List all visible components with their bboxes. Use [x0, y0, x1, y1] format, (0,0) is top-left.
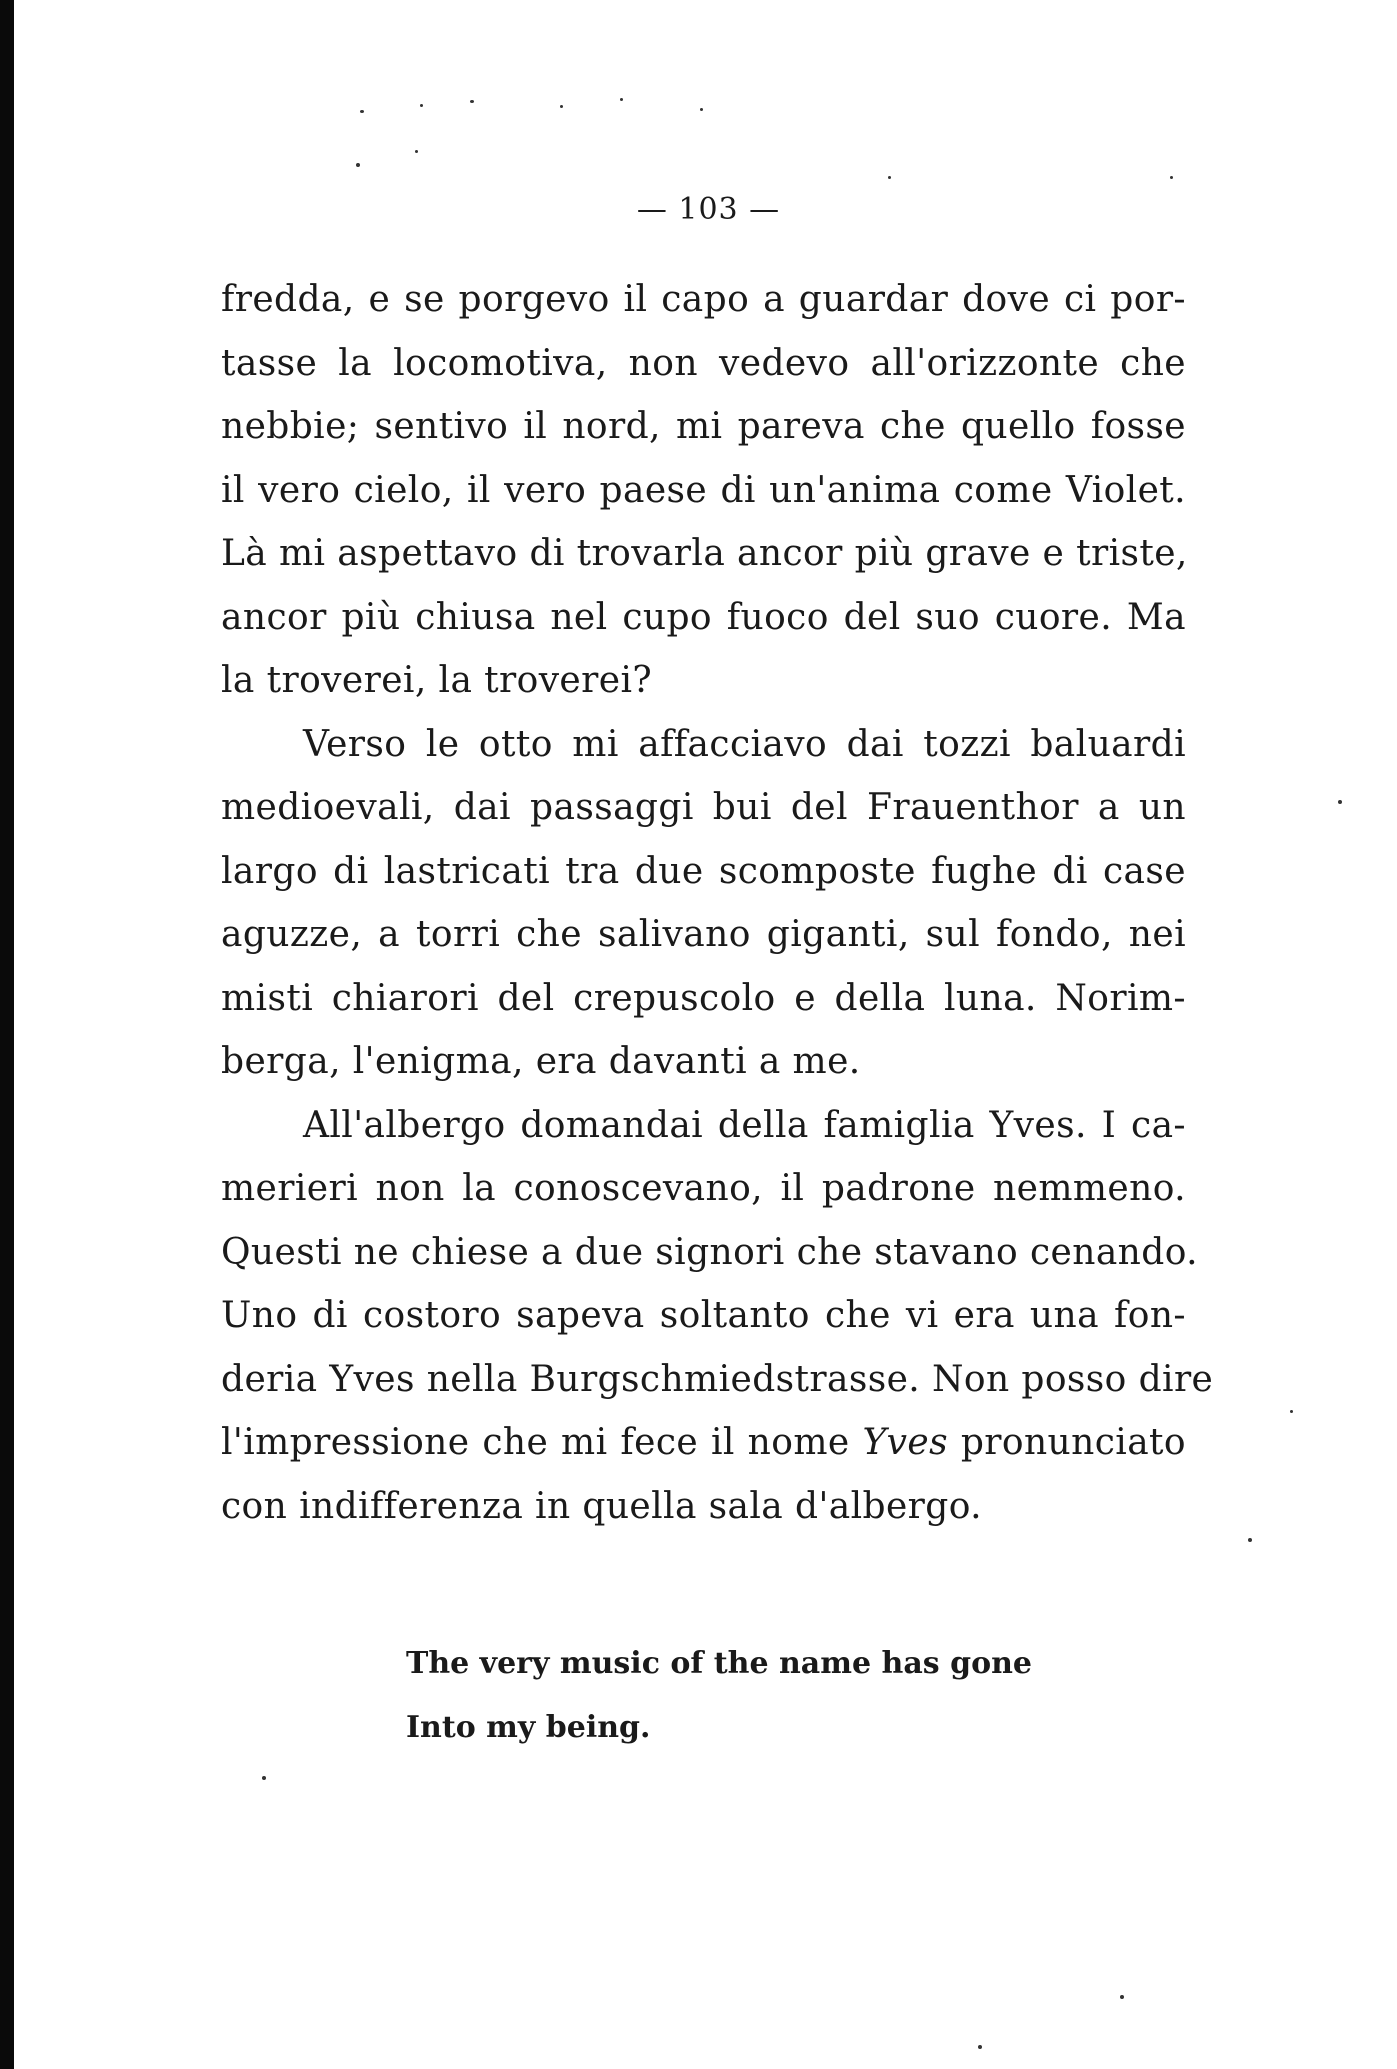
- text-segment: l'impressione che mi fece il nome: [221, 1422, 863, 1463]
- page-binding-edge: [0, 0, 14, 2069]
- text-line: nebbie; sentivo il nord, mi pareva che quello fosse: [221, 406, 1186, 447]
- text-line: fredda, e se porgevo il capo a guardar dove ci por-: [221, 279, 1186, 320]
- body-text: [221, 268, 1214, 1538]
- scan-speck: [262, 1776, 266, 1780]
- scan-speck: [415, 150, 418, 153]
- text-line: Verso le otto mi affacciavo dai tozzi baluardi: [303, 723, 1186, 765]
- italic-name: Yves: [862, 1422, 948, 1463]
- epigraph-line: Into my being.: [406, 1710, 651, 1745]
- scan-speck: [1290, 1410, 1293, 1413]
- text-line: berga, l'enigma, era davanti a me.: [221, 1041, 861, 1082]
- scan-speck: [420, 104, 423, 107]
- text-line: Uno di costoro sapeva soltanto che vi era una fon-: [221, 1295, 1186, 1336]
- text-line: ancor più chiusa nel cupo fuoco del suo cuore. Ma: [221, 596, 1186, 638]
- scan-speck: [1248, 1538, 1252, 1542]
- text-line: All'albergo domandai della famiglia Yves. I ca-: [303, 1104, 1186, 1146]
- text-segment: pronunciato: [947, 1422, 1186, 1463]
- scan-speck: [1338, 800, 1342, 804]
- text-line: tasse la locomotiva, non vedevo all'orizzonte che: [221, 342, 1186, 384]
- scan-speck: [620, 98, 623, 101]
- text-line: [221, 1411, 1186, 1475]
- text-line: Questi ne chiese a due signori che stavano cenando.: [221, 1231, 1199, 1273]
- text-line: deria Yves nella Burgschmiedstrasse. Non posso dire: [221, 1358, 1214, 1400]
- scan-speck: [470, 100, 474, 103]
- scan-speck: [700, 108, 703, 111]
- text-line: misti chiarori del crepuscolo e della luna. Norim-: [221, 977, 1186, 1019]
- text-line: merieri non la conoscevano, il padrone nemmeno.: [221, 1168, 1186, 1209]
- scan-speck: [360, 110, 364, 113]
- epigraph: [406, 1632, 1032, 1760]
- text-line: aguzze, a torri che salivano giganti, sul fondo, nei: [221, 914, 1186, 955]
- page-number: — 103 —: [636, 192, 781, 227]
- scan-speck: [560, 105, 563, 108]
- scan-speck: [978, 2045, 982, 2049]
- text-line: Là mi aspettavo di trovarla ancor più grave e triste,: [221, 533, 1188, 574]
- scan-speck: [1170, 176, 1173, 179]
- scan-speck: [356, 163, 360, 167]
- text-line: largo di lastricati tra due scomposte fughe di case: [221, 850, 1186, 892]
- text-line: la troverei, la troverei?: [221, 660, 653, 701]
- scan-speck: [888, 176, 891, 179]
- text-line: il vero cielo, il vero paese di un'anima come Violet.: [221, 469, 1186, 511]
- scan-speck: [1120, 1995, 1124, 1999]
- epigraph-line: The very music of the name has gone: [406, 1646, 1032, 1681]
- text-line: con indifferenza in quella sala d'albergo.: [221, 1485, 983, 1527]
- text-line: medioevali, dai passaggi bui del Frauenthor a un: [221, 787, 1186, 828]
